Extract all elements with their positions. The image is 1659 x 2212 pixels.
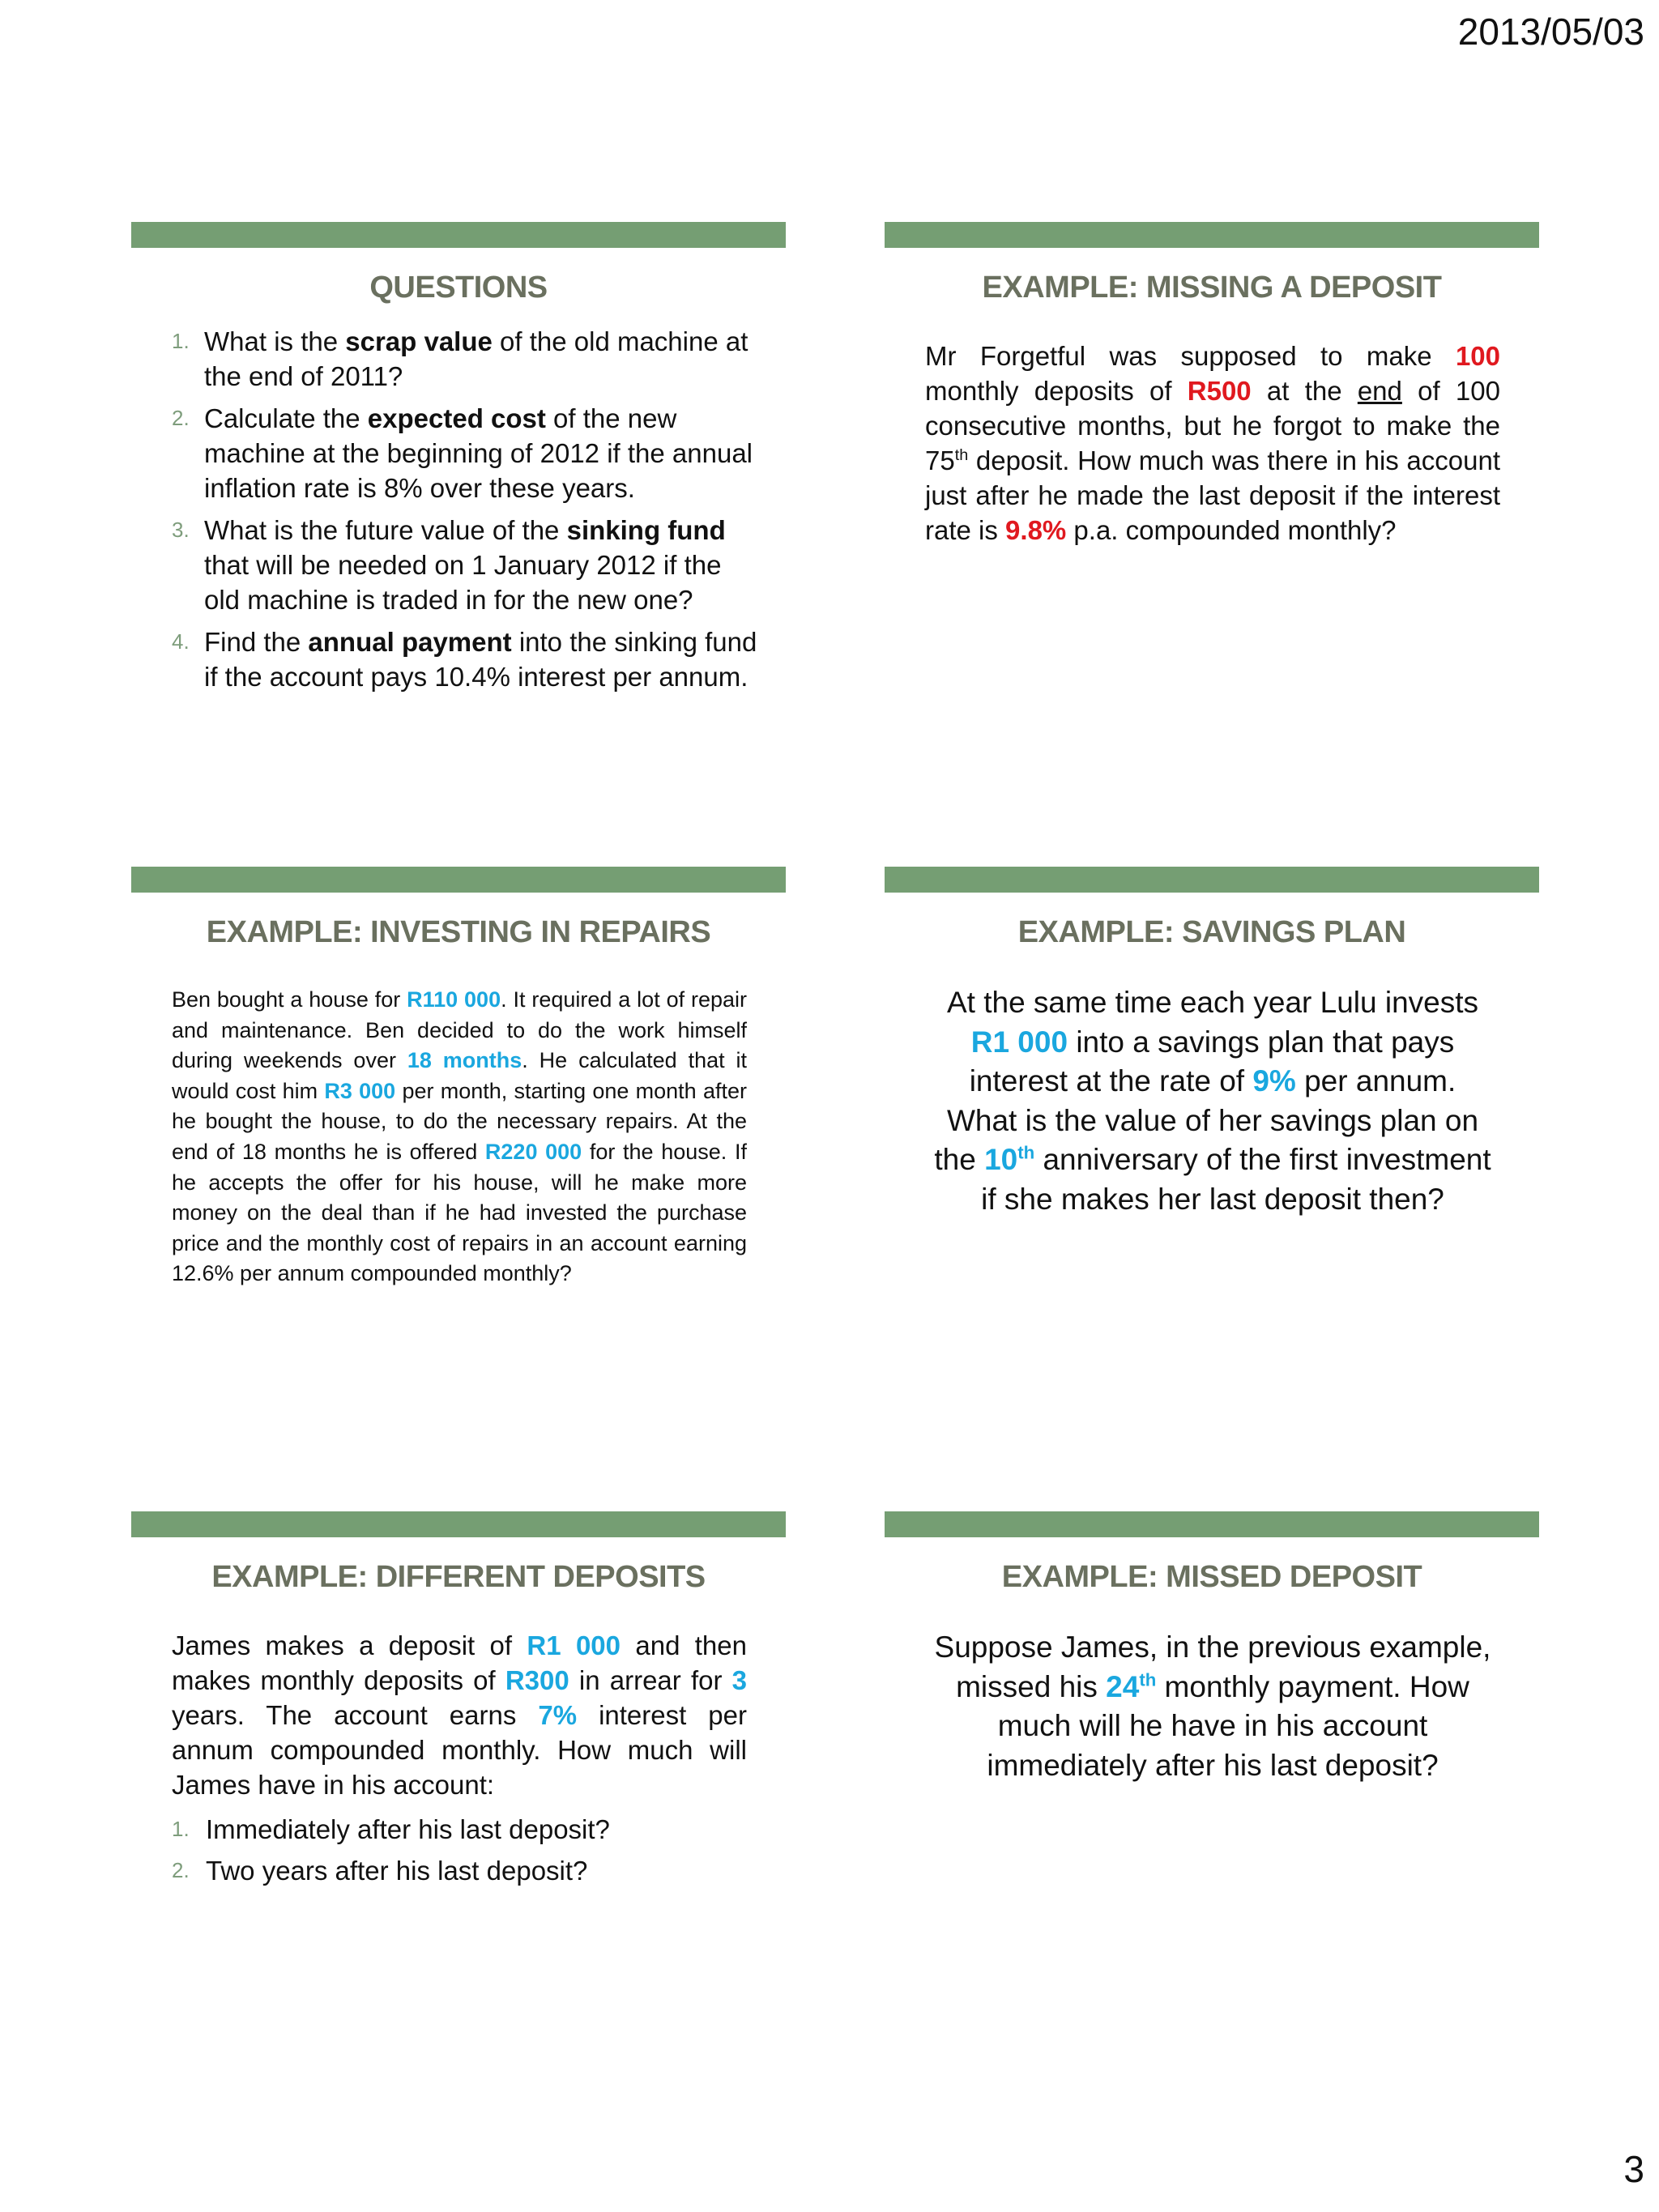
slide-body bbox=[152, 324, 761, 701]
item-text: What is the future value of the bbox=[204, 515, 567, 545]
body-text: deposit. How much was there in his account just after he made the last deposit if the interest rate is bbox=[925, 445, 1500, 545]
page-date: 2013/05/03 bbox=[1457, 11, 1644, 53]
body-text: At the same time each year Lulu invests bbox=[946, 986, 1479, 1019]
question-list bbox=[152, 324, 761, 694]
slide-header-bar bbox=[885, 1511, 1539, 1537]
list-item bbox=[152, 513, 761, 617]
body-text: for the house. If he accepts the offer for his house, will he make more money on the deal than if he had invested the purchase price and the monthly cost of repairs in an account earning 12.6% per annum compounded monthly? bbox=[172, 1139, 747, 1286]
body-text: and then makes monthly deposits of bbox=[172, 1630, 747, 1695]
list-number: 1. bbox=[172, 329, 190, 353]
body-text: Ben bought a house for bbox=[172, 987, 407, 1012]
slide-body bbox=[933, 983, 1492, 1219]
slide-questions bbox=[131, 222, 786, 724]
superscript: th bbox=[1139, 1669, 1157, 1690]
item-text: Two years after his last deposit? bbox=[206, 1856, 588, 1886]
highlight-value: 3 bbox=[731, 1665, 747, 1695]
body-text: in arrear for bbox=[569, 1665, 732, 1695]
slide-body bbox=[172, 985, 747, 1289]
highlight-value: 7% bbox=[538, 1700, 578, 1730]
slide-savings-plan bbox=[885, 867, 1539, 1369]
page-number: 3 bbox=[1623, 2148, 1644, 2190]
item-text: What is the bbox=[204, 326, 346, 356]
body-text: monthly deposits of bbox=[925, 376, 1188, 406]
item-text: Immediately after his last deposit? bbox=[206, 1814, 610, 1844]
slide-missing-a-deposit bbox=[885, 222, 1539, 724]
slide-title: EXAMPLE: MISSING A DEPOSIT bbox=[982, 271, 1442, 305]
list-number: 3. bbox=[172, 518, 190, 542]
slide-header-bar bbox=[131, 1511, 786, 1537]
body-text: anniversary of the first investment if she makes her last deposit then? bbox=[981, 1143, 1491, 1216]
slide-different-deposits bbox=[131, 1511, 786, 2014]
body-text: monthly payment. How much will he have in his account immediately after his last deposit? bbox=[987, 1669, 1469, 1782]
body-text: at the bbox=[1251, 376, 1358, 406]
list-item bbox=[172, 1812, 747, 1847]
list-item bbox=[152, 624, 761, 694]
body-text: per annum. What is the value of her savings plan on the bbox=[934, 1064, 1479, 1176]
item-text: Find the bbox=[204, 627, 309, 657]
highlight-value: R300 bbox=[505, 1665, 569, 1695]
highlight-value: 9% bbox=[1252, 1064, 1296, 1097]
item-emphasis: annual payment bbox=[308, 627, 512, 657]
slide-body bbox=[933, 1628, 1492, 1785]
slide-body bbox=[172, 1628, 747, 1894]
body-text: of 100 consecutive months, but he forgot to make the 75 bbox=[925, 376, 1500, 475]
slide-investing-in-repairs bbox=[131, 867, 786, 1369]
slide-missed-deposit bbox=[885, 1511, 1539, 2014]
item-emphasis: sinking fund bbox=[566, 515, 726, 545]
slide-header-bar bbox=[885, 867, 1539, 893]
item-emphasis: expected cost bbox=[367, 403, 546, 433]
list-item bbox=[152, 324, 761, 394]
highlight-value: R500 bbox=[1187, 376, 1252, 406]
body-text: p.a. compounded monthly? bbox=[1066, 515, 1397, 545]
item-emphasis: scrap value bbox=[345, 326, 493, 356]
slide-header-bar bbox=[885, 222, 1539, 248]
list-item bbox=[172, 1853, 747, 1888]
highlight-value: 100 bbox=[1455, 341, 1500, 371]
highlight-value: R220 000 bbox=[484, 1139, 582, 1164]
highlight-value: 9.8% bbox=[1005, 515, 1067, 545]
slide-title: EXAMPLE: MISSED DEPOSIT bbox=[1001, 1560, 1422, 1594]
body-text: interest per annum compounded monthly. How much will James have in his account: bbox=[172, 1700, 747, 1800]
item-text: that will be needed on 1 January 2012 if the old machine is traded in for the new one? bbox=[204, 550, 722, 615]
item-text: into the sinking fund if the account pays 10.4% interest per annum. bbox=[204, 627, 757, 692]
list-number: 4. bbox=[172, 629, 190, 654]
highlight-value: R110 000 bbox=[407, 987, 501, 1012]
superscript: th bbox=[954, 446, 969, 464]
highlight-value: R3 000 bbox=[324, 1078, 396, 1103]
highlight-value: 24 bbox=[1106, 1669, 1140, 1703]
highlight-value: 18 months bbox=[407, 1048, 522, 1073]
body-text: into a savings plan that pays interest at the rate of bbox=[969, 1025, 1455, 1097]
superscript: th bbox=[1017, 1142, 1035, 1163]
list-number: 2. bbox=[172, 1858, 190, 1882]
slide-title: QUESTIONS bbox=[369, 271, 548, 305]
item-text: of the new machine at the beginning of 2012 if the annual inflation rate is 8% over these years. bbox=[204, 403, 753, 503]
body-text: years. The account earns bbox=[172, 1700, 539, 1730]
sub-question-list bbox=[172, 1812, 747, 1888]
body-text: Suppose James, in the previous example, missed his bbox=[934, 1630, 1491, 1703]
body-text: per month, starting one month after he bought the house, to do the necessary repairs. At the end of 18 months he is offered bbox=[172, 1078, 747, 1164]
slide-title: EXAMPLE: DIFFERENT DEPOSITS bbox=[211, 1560, 706, 1594]
slide-header-bar bbox=[131, 867, 786, 893]
slide-header-bar bbox=[131, 222, 786, 248]
list-item bbox=[152, 401, 761, 505]
slide-body bbox=[925, 339, 1500, 548]
body-text: Mr Forgetful was supposed to make bbox=[925, 341, 1456, 371]
body-text: . It required a lot of repair and maintenance. Ben decided to do the work himself during weekends over bbox=[172, 987, 747, 1073]
item-text: Calculate the bbox=[204, 403, 368, 433]
item-text: of the old machine at the end of 2011? bbox=[204, 326, 748, 391]
body-text: James makes a deposit of bbox=[172, 1630, 527, 1660]
slide-title: EXAMPLE: SAVINGS PLAN bbox=[1017, 915, 1406, 949]
list-number: 2. bbox=[172, 406, 190, 430]
slide-paragraph bbox=[172, 1628, 747, 1802]
underlined-text: end bbox=[1357, 376, 1402, 406]
list-number: 1. bbox=[172, 1817, 190, 1841]
body-text: . He calculated that it would cost him bbox=[172, 1048, 747, 1103]
slide-title: EXAMPLE: INVESTING IN REPAIRS bbox=[206, 915, 711, 949]
highlight-value: R1 000 bbox=[527, 1630, 621, 1660]
highlight-value: 10 bbox=[984, 1143, 1018, 1176]
highlight-value: R1 000 bbox=[970, 1025, 1068, 1059]
